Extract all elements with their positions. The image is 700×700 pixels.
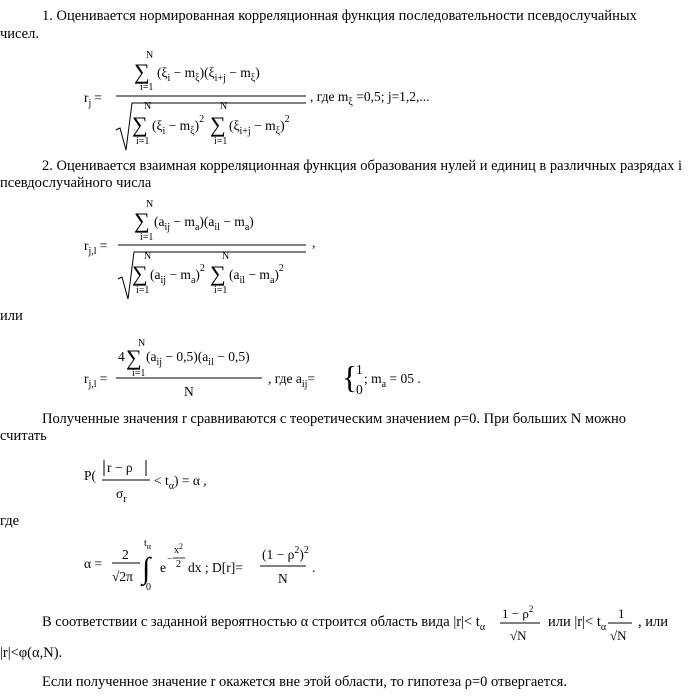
svg-text:i=1: i=1 bbox=[136, 285, 150, 296]
f5-exp-den: 2 bbox=[176, 559, 181, 570]
f2-den-part1: $(a_{ij} - m_a)^2$ bbox=[150, 263, 205, 286]
f5-var-num: $(1 - \rho^2)^2$ bbox=[262, 545, 309, 562]
gde-text: где bbox=[0, 513, 20, 529]
f3-sum-icon: ∑ bbox=[126, 345, 142, 370]
svg-text:rj,l=: $r_{j,l}$ = bbox=[84, 238, 108, 257]
f5-den: √2π bbox=[112, 569, 133, 584]
f1-den-part2: $(\xi_{i+j} - m_\xi)^2$ bbox=[229, 114, 290, 137]
f2-lhs: r bbox=[84, 238, 89, 253]
f2-den-sum2-icon: ∑ bbox=[210, 261, 226, 286]
f5-var-den: N bbox=[278, 571, 288, 586]
formula-3 bbox=[80, 336, 460, 400]
f5-exp-num: $x^2$ bbox=[174, 542, 183, 556]
f1-den-sum2-icon: ∑ bbox=[210, 112, 226, 137]
f5-integral-icon: ∫ bbox=[142, 552, 151, 585]
f4-denominator: $\sigma_r$ bbox=[116, 486, 127, 505]
formula-1 bbox=[80, 46, 600, 158]
f5-dx: dx ; D[r]= bbox=[188, 560, 243, 575]
f4-rest: < $t_\alpha) = \alpha$ , bbox=[154, 473, 207, 492]
f2-den-sum1-icon: ∑ bbox=[132, 261, 148, 286]
svg-text:N: N bbox=[144, 101, 152, 112]
f3-numerator: $(a_{ij} - 0,5)(a_{il} - 0,5)$ bbox=[146, 349, 250, 368]
para4-line1 bbox=[0, 600, 700, 644]
f5-alpha: α = bbox=[84, 556, 103, 571]
f1-numerator: $(\xi_i - m_\xi)(\xi_{i+j} - m_\xi)$ bbox=[157, 65, 260, 84]
formula-5 bbox=[84, 536, 344, 600]
f3-ma: ; $m_a = 05$ . bbox=[364, 371, 421, 390]
f5-exp-minus: − bbox=[167, 554, 173, 565]
f1-lhs: r bbox=[84, 90, 89, 105]
svg-text:N: N bbox=[222, 251, 230, 262]
item1-line2: чисел. bbox=[0, 26, 39, 42]
svg-text:i=1: i=1 bbox=[140, 232, 154, 243]
para4-frac1-num: $1 - \rho^2$ bbox=[502, 604, 534, 621]
f3-case-2: 0 bbox=[356, 382, 363, 397]
item1-line1: 1. Оценивается нормированная корреляционная функция последовательности псевдослучайных bbox=[42, 8, 637, 24]
f3-denominator: N bbox=[184, 384, 194, 399]
f5-num: 2 bbox=[122, 547, 129, 562]
para3-line2: считать bbox=[0, 428, 47, 444]
para4-line2: |r|<φ(α,N). bbox=[0, 645, 63, 661]
f5-exp-base: e bbox=[160, 560, 166, 575]
f1-condition: , где $m_\xi =0,5$; j=1,2,... bbox=[310, 89, 430, 108]
f3-coef: 4 bbox=[118, 349, 125, 364]
para4-mid: или $|r|< t_\alpha$ bbox=[548, 614, 607, 633]
svg-text:N: N bbox=[144, 251, 152, 262]
para4-lead: В соответствии с заданной вероятностью α строится область вида $|r|< t_\alpha$ bbox=[42, 614, 486, 633]
f5-period: . bbox=[312, 560, 316, 575]
formula-4 bbox=[84, 454, 284, 510]
f2-den-part2: $(a_{il} - m_a)^2$ bbox=[229, 263, 284, 286]
item2-line1: 2. Оценивается взаимная корреляционная функция образования нулей и единиц в различных разрядах i bbox=[42, 158, 683, 174]
f1-den-sum1-icon: ∑ bbox=[132, 112, 148, 137]
svg-text:i=1: i=1 bbox=[214, 285, 228, 296]
svg-text:N: N bbox=[138, 338, 146, 349]
f2-sum-icon: ∑ bbox=[134, 208, 150, 233]
svg-text:i=1: i=1 bbox=[132, 368, 146, 379]
svg-text:i=1: i=1 bbox=[136, 136, 150, 147]
f1-den-part1: $(\xi_i - m_\xi)^2$ bbox=[152, 114, 205, 137]
para3-line1: Полученные значения r сравниваются с теоретическим значением ρ=0. При больших N можно bbox=[42, 411, 626, 427]
para5-line1: Если полученное значение r окажется вне этой области, то гипотеза ρ=0 отвергается. bbox=[42, 674, 567, 690]
svg-text:rj=: $r_j$ = bbox=[84, 90, 102, 109]
para4-frac1-den: √N bbox=[510, 628, 527, 643]
para4-end: , или bbox=[638, 614, 669, 630]
svg-text:i=1: i=1 bbox=[214, 136, 228, 147]
f2-numerator: $(a_{ij} - m_a)(a_{il} - m_a)$ bbox=[154, 214, 254, 233]
f2-comma: , bbox=[312, 235, 316, 250]
formula-2 bbox=[80, 195, 420, 307]
f3-case-1: 1 bbox=[356, 362, 363, 377]
f1-sum-bot: i=1 bbox=[140, 82, 154, 93]
para4-frac2-den: √N bbox=[610, 628, 627, 643]
svg-text:rj,l=: $r_{j,l}$ = bbox=[84, 371, 108, 390]
f1-sum-icon: ∑ bbox=[134, 59, 150, 84]
f3-lhs: r bbox=[84, 371, 89, 386]
f3-brace-icon: { bbox=[342, 359, 358, 395]
svg-text:N: N bbox=[146, 199, 154, 210]
f1-sum-top: N bbox=[146, 50, 154, 61]
f4-p: P( bbox=[84, 468, 97, 483]
f4-numerator: r − ρ bbox=[107, 460, 133, 475]
ili-text: или bbox=[0, 308, 23, 324]
f5-int-bot: 0 bbox=[146, 582, 151, 593]
f3-condition: , где $a_{ij}=$ bbox=[268, 371, 316, 390]
f5-int-top: $t_\alpha$ bbox=[144, 538, 151, 551]
para4-frac2-num: 1 bbox=[618, 606, 625, 621]
item2-line2: псевдослучайного числа bbox=[0, 175, 152, 191]
svg-text:N: N bbox=[220, 101, 228, 112]
